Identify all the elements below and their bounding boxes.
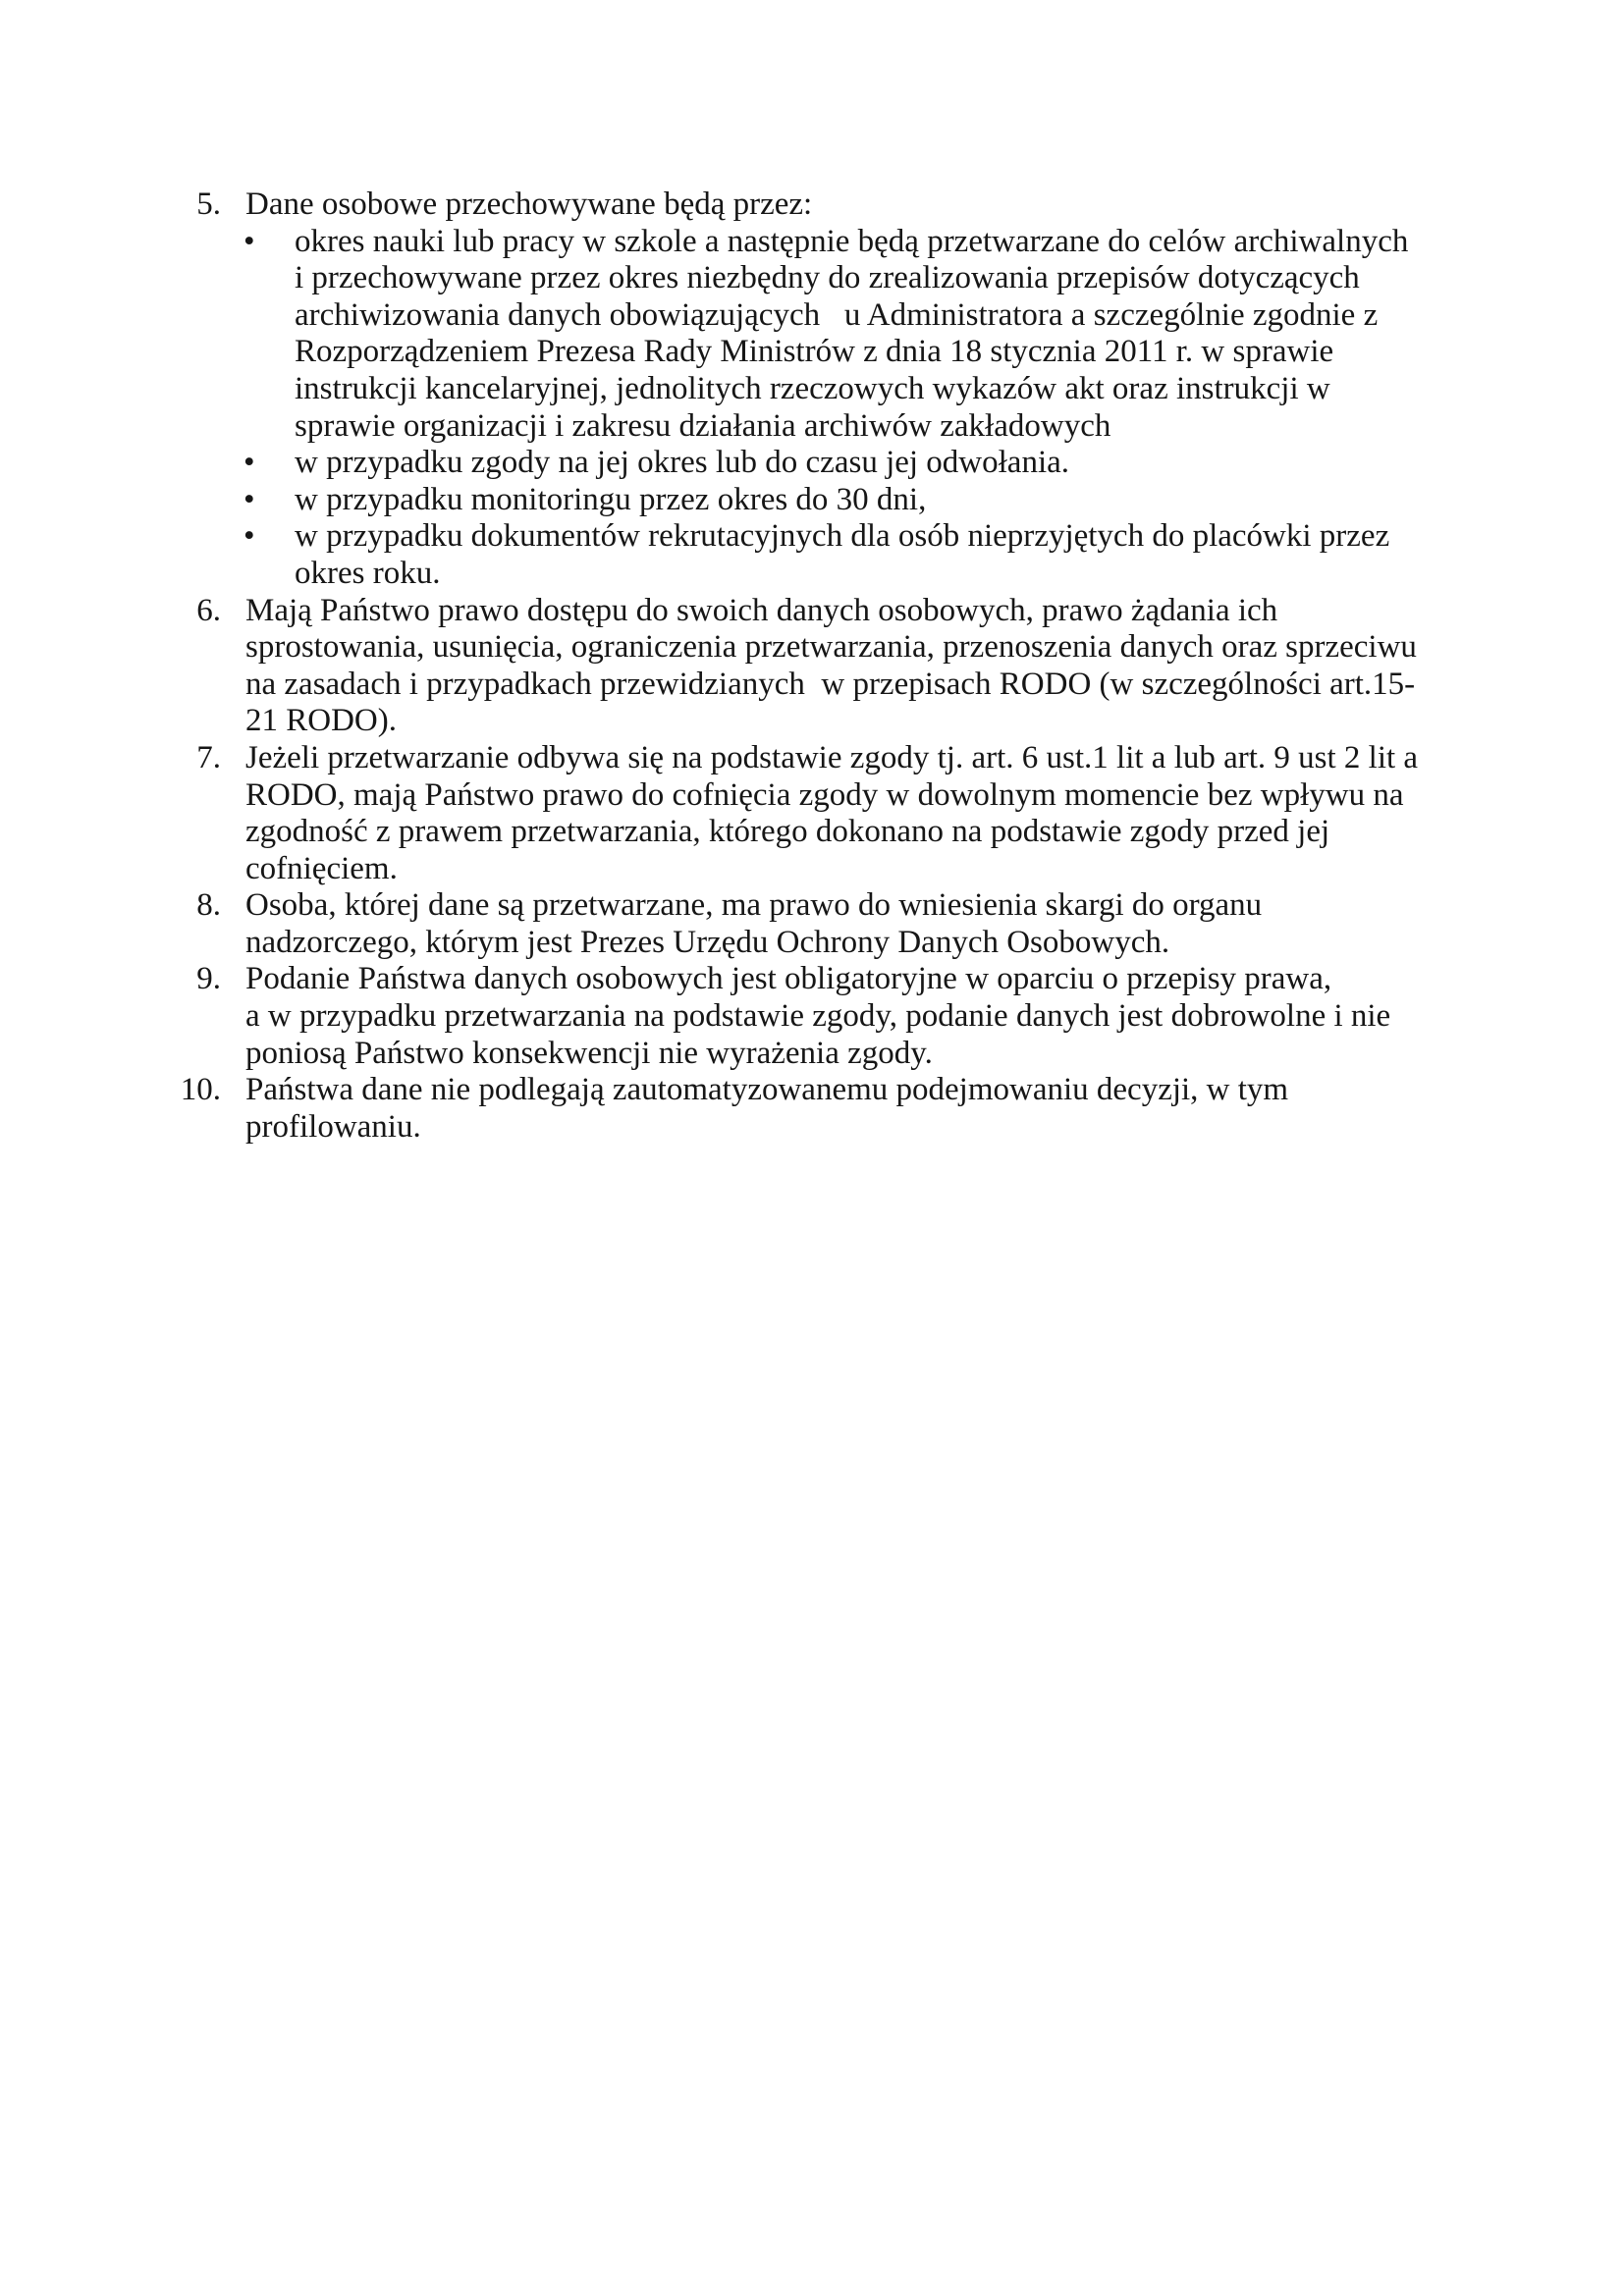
text-line: 10. Państwa dane nie podlegają zautomatyzowanemu podejmowaniu decyzji, w tym [147,1072,1581,1109]
text-line: 8. Osoba, której dane są przetwarzane, ma prawo do wniesienia skargi do organu [147,887,1581,925]
text-line: 9. Podanie Państwa danych osobowych jest obligatoryjne w oparciu o przepisy prawa, [147,961,1581,998]
text-line: 6. Mają Państwo prawo dostępu do swoich danych osobowych, prawo żądania ich [147,593,1581,630]
text-line: Rozporządzeniem Prezesa Rady Ministrów z dnia 18 stycznia 2011 r. w sprawie [295,334,1334,370]
text-line: • w przypadku monitoringu przez okres do 30 dni, [244,481,927,517]
text-line: archiwizowania danych obowiązujących u Administratora a szczególnie zgodnie z [295,296,1379,333]
list-number: 6. [196,592,221,628]
text-line: 7. Jeżeli przetwarzanie odbywa się na podstawie zgody tj. art. 6 ust.1 lit a lub art. 9 ust 2 lit a [147,740,1581,777]
list-number: 10. [180,1072,221,1108]
text-line: okres roku. [295,555,441,591]
bullet-icon: • [244,445,255,481]
text-line: sprawie organizacji i zakresu działania archiwów zakładowych [295,407,1111,444]
text-line: a w przypadku przetwarzania na podstawie zgody, podanie danych jest dobrowolne i nie [245,998,1391,1035]
bullet-icon: • [244,223,255,259]
list-number: 9. [196,961,221,997]
text-line: nadzorczego, którym jest Prezes Urzędu Ochrony Danych Osobowych. [245,924,1170,960]
text-line: • w przypadku dokumentów rekrutacyjnych dla osób nieprzyjętych do placówki przez [244,518,1390,555]
text-line: cofnięciem. [245,850,398,886]
text-line: RODO, mają Państwo prawo do cofnięcia zgody w dowolnym momencie bez wpływu na [245,776,1404,813]
text-line: na zasadach i przypadkach przewidzianych w przepisach RODO (w szczególności art.15- [245,666,1416,702]
text-line: • w przypadku zgody na jej okres lub do czasu jej odwołania. [244,445,1070,481]
numbered-list [147,187,1581,1146]
text-line: profilowaniu. [245,1108,421,1145]
text-line: sprostowania, usunięcia, ograniczenia przetwarzania, przenoszenia danych oraz sprzeciwu [245,629,1417,666]
text-line: 5. Dane osobowe przechowywane będą przez: [147,187,1581,224]
list-number: 8. [196,887,221,924]
text-line: zgodność z prawem przetwarzania, którego dokonano na podstawie zgody przed jej [245,814,1330,850]
text-line: 21 RODO). [245,703,397,739]
text-line: instrukcji kancelaryjnej, jednolitych rzeczowych wykazów akt oraz instrukcji w [295,370,1330,406]
list-number: 5. [196,187,221,222]
text-line: • okres nauki lub pracy w szkole a następnie będą przetwarzane do celów archiwalnych [244,223,1409,259]
bullet-icon: • [244,481,255,517]
text-line: i przechowywane przez okres niezbędny do zrealizowania przepisów dotyczących [295,260,1360,296]
list-number: 7. [196,739,221,775]
text-line: poniosą Państwo konsekwencji nie wyrażenia zgody. [245,1035,933,1071]
bullet-icon: • [244,518,255,555]
